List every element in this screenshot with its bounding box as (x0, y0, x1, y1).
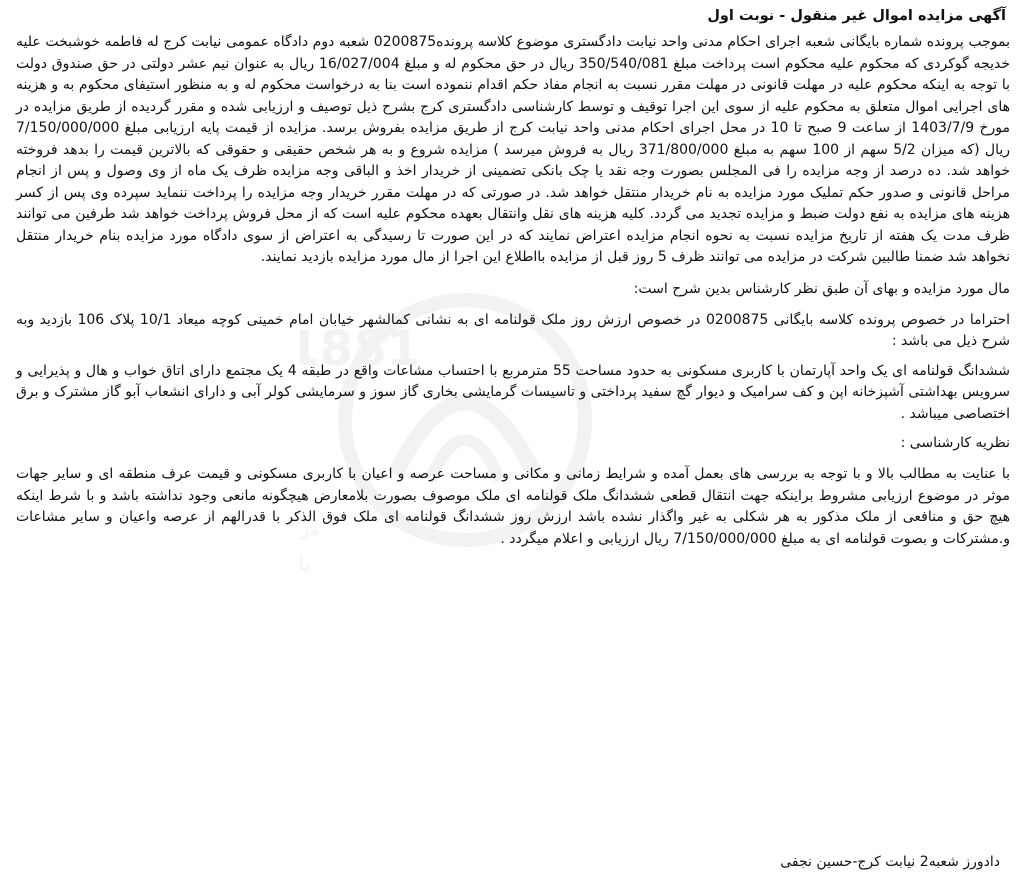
svg-text:1881: 1881 (300, 321, 420, 377)
notice-content (16, 6, 1010, 550)
opinion-heading: نظریه کارشناسی : (900, 435, 1010, 451)
signature: دادورز شعبه2 نیابت کرج-حسین نجفی (780, 854, 1000, 870)
notice-title: آگهی مزایده اموال غیر منقول - نوبت اول (707, 8, 1006, 24)
opinion-paragraph: با عنایت به مطالب بالا و با توجه به بررسی های بعمل آمده و شرایط زمانی و مکانی و مساحت عرصه و اعیان با کاربری مسکونی و قیمت عرف منطقه ای و سایر جهات موثر در موضوع ارزیابی مشروط براینکه جهت انتقال قطعی ششدانگ ملک قولنامه ای ملک موصوف بصورت بلامعارض هیچگونه مانعی وجود نداشته باشد و با شرط اینکه هیچ حق و منافعی از ملک مذکور به هر شکلی به غیر واگذار نشده باشد ارزش روز ششدانگ قولنامه ای ملک فوق الذکر با قدرالهم از عرصه واعیان و سایر مشاعات و.مشترکات و بصوت قولنامه ای به مبلغ 7/150/000/000 ریال ارزیابی و اعلام میگردد . (16, 466, 1010, 547)
svg-text:پایگاه اطلاع رسانی مناقصه و مز: پا (300, 551, 310, 575)
main-paragraph: بموجب پرونده شماره بایگانی شعبه اجرای احکام مدنی واحد نیابت دادگستری موضوع کلاسه پرونده0200875 شعبه دوم دادگاه عمومی نیابت کرج له فاطمه خوشبخت علیه خدیجه گوکردی که محکوم علیه محکوم است پرداخت مبلغ 350/540/081 ریال در حق محکوم له و مبلغ 16/027/004 ریال به عنوان نیم عشر دولتی در حق صندوق دولت با توجه به اینکه محکوم علیه در مهلت قانونی در مهلت مقرر نسبت به انجام مفاد حکم اقدام ننموده است بنا به درخواست محکوم له و به منظور استیفای محکوم به و هزینه های اجرایی اموال متعلق به محکوم علیه از سوی این اجرا توقیف و توسط کارشناسی دادگستری کرج بشرح ذیل توصیف و ارزیابی شده و مقرر گردیده از طریق مزایده در مورخ 1403/7/9 از ساعت 9 صبح تا 10 در محل اجرای احکام مدنی واحد نیابت کرج از طریق مزایده بفروش برسد. مزایده از قیمت پایه ارزیابی مبلغ 7/150/000/000 ریال (که میزان 5/2 سهم از 100 سهم به مبلغ 371/800/000 ریال به فروش میرسد ) مزایده شروع و به هر شخص حقیقی و حقوقی که بالاترین قیمت را بدهد فروخته خواهد شد. ده درصد از وجه مزایده را فی المجلس بصورت وجه نقد یا چک بانکی تضمینی از خریدار اخذ و الباقی وجه مزایده ظرف یک ماه از وی وصول و پس از انجام مراحل قانونی و صدور حکم تملیک مورد مزایده به نام خریدار منتقل خواهد شد. در صورتی که در مهلت مقرر خریدار وجه مزایده را پرداخت ننماید سپرده وی پس از کسر هزینه های مزایده به نفع دولت ضبط و مزایده تجدید می گردد. کلیه هزینه های نقل وانتقال بعهده محکوم علیه است که از محل فروش پرداخت خواهد شد طرفین می توانند ظرف مدت یک هفته از تاریخ مزایده نسبت به نحوه انجام مزایده اعتراض نمایند که در این صورت تا رسیدگی به اعتراض از سوی دادگاه مورد مزایده بنام خریدار منتقل نخواهد شد ضمنا طالبین شرکت در مزایده می توانند ظرف 5 روز قبل از مزایده بااطلاع این اجرا از مال مورد مزایده بازدید نمایند. (16, 34, 1011, 265)
svg-text:مرکز داوری اطلاعات پارس نماددا: مر (300, 519, 320, 540)
description-paragraph: ششدانگ قولنامه ای یک واحد آپارتمان با کاربری مسکونی به حدود مساحت 55 مترمربع با احتساب مشاعات واقع در طبقه 4 یک مجتمع دارای اتاق خواب و هال و پذیرایی و سرویس بهداشتی آشپزخانه اپن و کف سرامیک و دیوار گچ سفید پرداختی و تاسیسات گرمایشی بخاری گاز سوز و سرمایشی کولر آبی و دارای انشعاب آبو گاز مشترک و برق اختصاصی میباشد . (16, 362, 1010, 422)
intro-paragraph: احتراما در خصوص پرونده کلاسه بایگانی 0200875 در خصوص ارزش روز ملک قولنامه ای به نشانی کمالشهر خیابان امام خمینی کوچه میعاد 10/1 پلاک 106 بازدید وبه شرح ذیل می باشد : (16, 311, 1011, 349)
property-heading: مال مورد مزایده و بهای آن طبق نظر کارشناس بدین شرح است: (633, 280, 1010, 297)
